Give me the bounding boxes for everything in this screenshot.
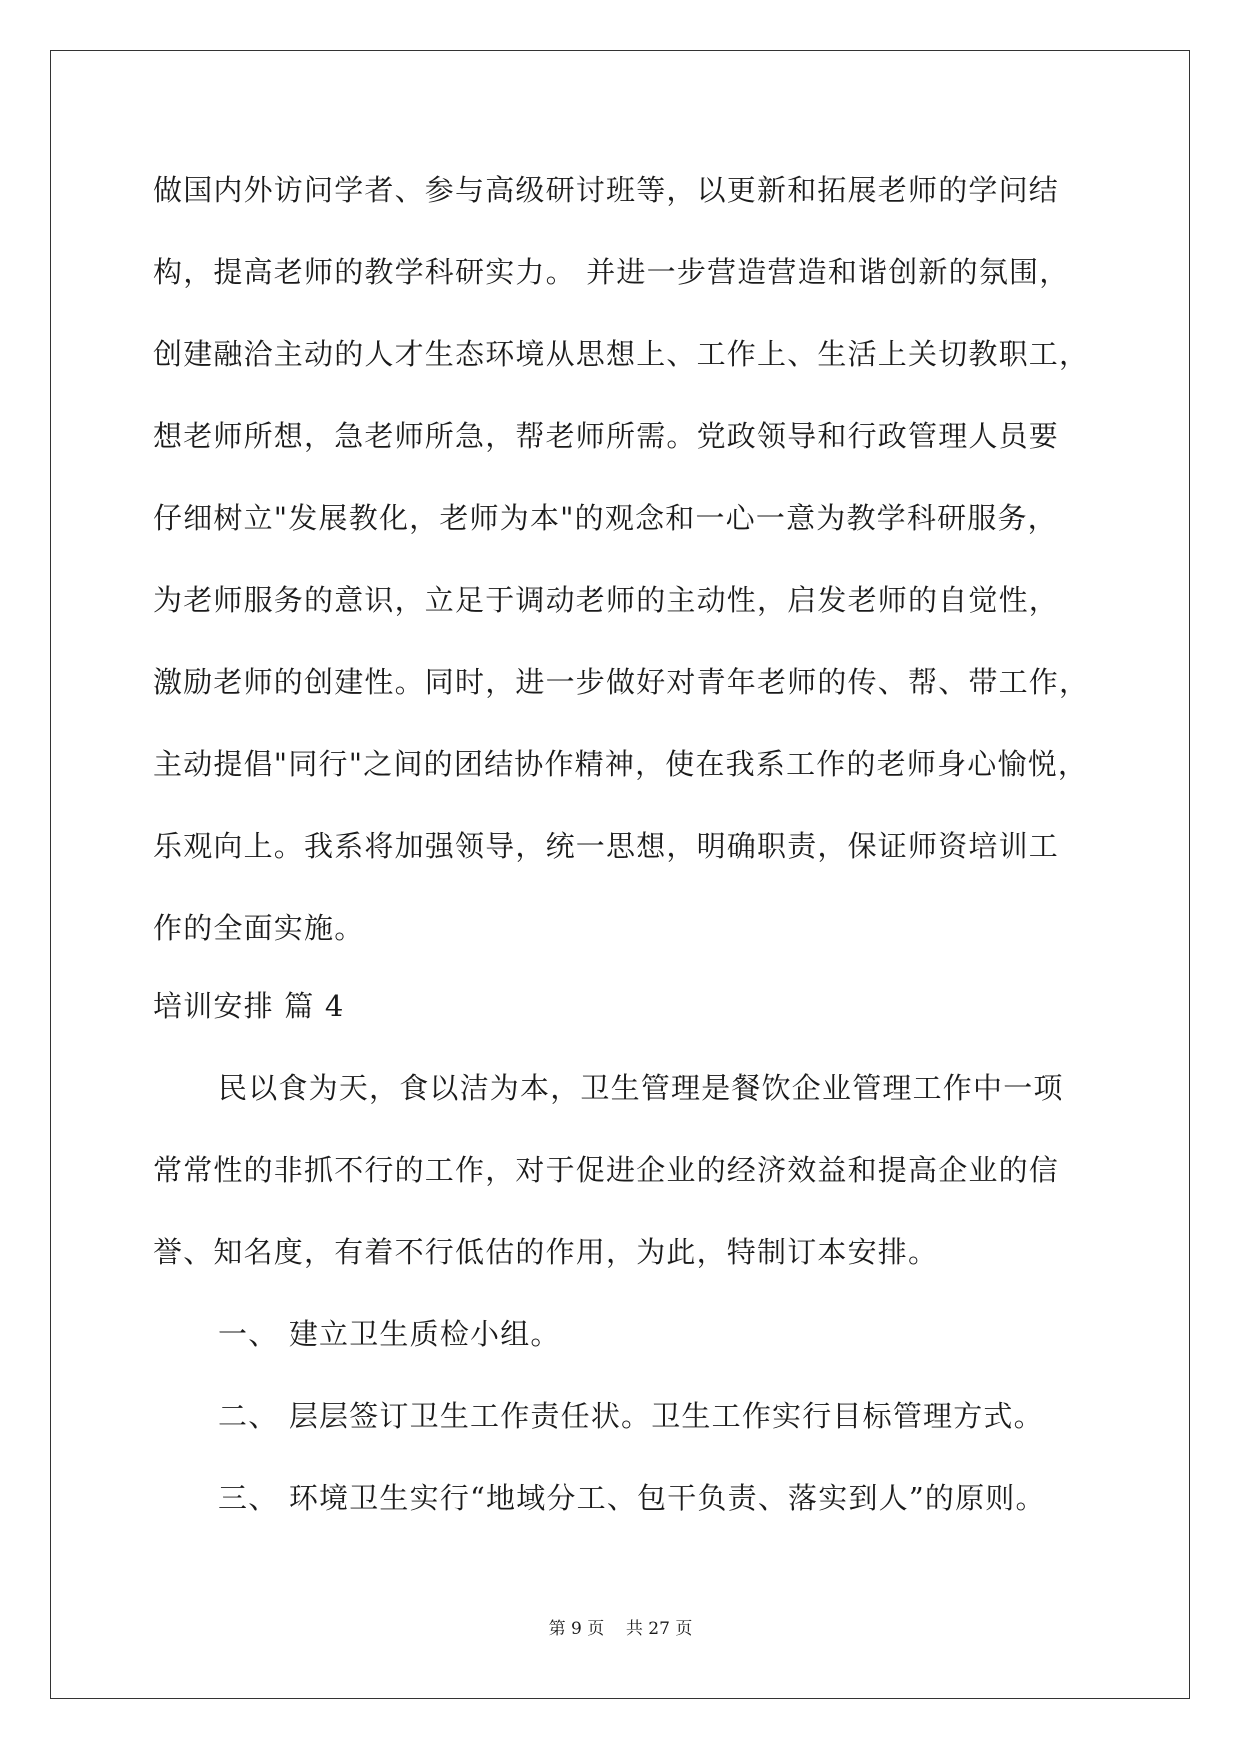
section-heading: 培训安排 篇 4 — [153, 989, 345, 1023]
body-line: 想老师所想，急老师所急，帮老师所需。党政领导和行政管理人员要 — [153, 419, 1060, 453]
body-line: 主动提倡"同行"之间的团结协作精神，使在我系工作的老师身心愉悦， — [153, 747, 1089, 781]
list-item: 二、 层层签订卫生工作责任状。卫生工作实行目标管理方式。 — [218, 1399, 1044, 1433]
page-number: 第 9 页 — [548, 1619, 605, 1639]
body-line: 仔细树立"发展教化，老师为本"的观念和一心一意为教学科研服务， — [153, 501, 1058, 535]
list-item: 一、 建立卫生质检小组。 — [218, 1317, 561, 1351]
body-line: 激励老师的创建性。同时，进一步做好对青年老师的传、帮、带工作， — [153, 665, 1090, 699]
body-line: 构，提高老师的教学科研实力。 并进一步营造营造和谐创新的氛围， — [153, 255, 1070, 289]
body-line: 为老师服务的意识，立足于调动老师的主动性，启发老师的自觉性， — [153, 583, 1060, 617]
paragraph-line: 常常性的非抓不行的工作，对于促进企业的经济效益和提高企业的信 — [153, 1153, 1060, 1187]
page-footer — [0, 1614, 1241, 1639]
list-item: 三、 环境卫生实行“地域分工、包干负责、落实到人”的原则。 — [218, 1481, 1046, 1515]
page-frame — [50, 50, 1190, 1699]
page-total: 共 27 页 — [625, 1619, 693, 1639]
paragraph-line: 誉、知名度，有着不行低估的作用，为此，特制订本安排。 — [153, 1235, 939, 1269]
body-line: 作的全面实施。 — [153, 911, 365, 945]
body-line: 创建融洽主动的人才生态环境从思想上、工作上、生活上关切教职工， — [153, 337, 1090, 371]
paragraph-line: 民以食为天，食以洁为本，卫生管理是餐饮企业管理工作中一项 — [218, 1071, 1064, 1105]
body-line: 做国内外访问学者、参与高级研讨班等，以更新和拓展老师的学问结 — [153, 173, 1060, 207]
body-line: 乐观向上。我系将加强领导，统一思想，明确职责，保证师资培训工 — [153, 829, 1060, 863]
